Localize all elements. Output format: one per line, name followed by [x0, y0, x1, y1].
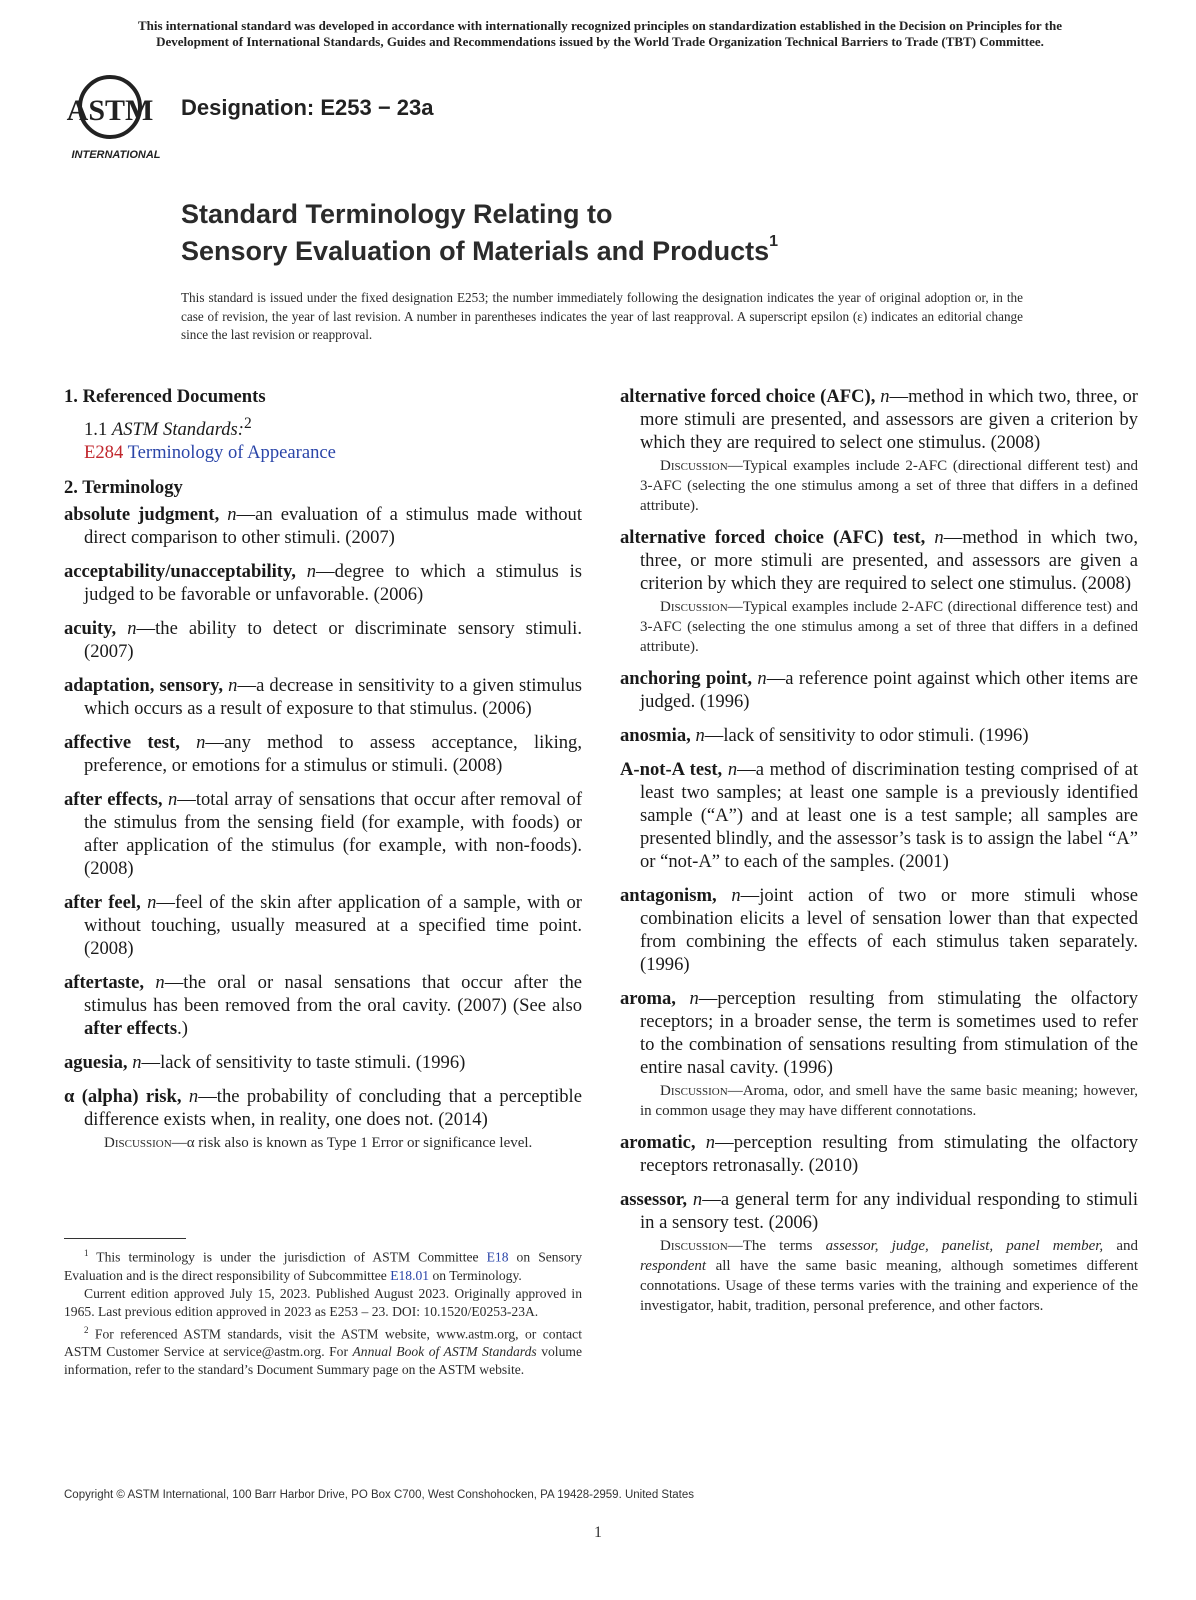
preface-paragraph: This standard is issued under the fixed designation E253; the number immediately following the designation indicates the year of original adoption or, in the case of revision, the year of last revision. A number in parentheses indicates the year of last reapproval. A superscript epsilon (ε) indicates an editorial change since the last revision or reapproval.	[181, 290, 1023, 342]
footnote-1-edition: Current edition approved July 15, 2023. Published August 2023. Originally approved in 1965. Last previous edition approved in 2023 as E253 – 23. DOI: 10.1520/E0253-23A.	[64, 1285, 582, 1319]
definition: —a decrease in sensitivity to a given stimulus which occurs as a result of exposure to that stimulus. (2006)	[84, 675, 582, 720]
page-number: 1	[594, 1524, 602, 1541]
ref-title-link[interactable]: Terminology of Appearance	[127, 442, 336, 464]
entry-aftertaste	[64, 971, 582, 1040]
part-of-speech: n	[731, 885, 741, 906]
astm-logo-graphic	[64, 70, 166, 162]
section-1-heading: 1. Referenced Documents	[64, 386, 266, 407]
designation: Designation: E253 − 23a	[181, 95, 434, 120]
term: aroma,	[620, 988, 676, 1009]
discussion-terms: assessor, judge, panelist, panel member,	[825, 1238, 1104, 1254]
discussion-text: —Aroma, odor, and smell have the same basic meaning; however, in common usage they may have different connotations.	[640, 1083, 1138, 1119]
definition: —method in which two, three, or more stimuli are presented, and assessors are given a criterion by which they are required to select one stimulus. (2008)	[640, 527, 1138, 594]
document-title	[181, 198, 1081, 267]
entry-after-feel	[64, 891, 582, 960]
discussion-label: Discussion	[660, 458, 728, 474]
footnotes	[64, 1244, 582, 1379]
part-of-speech: n	[689, 988, 699, 1009]
title-footnote-mark: 1	[769, 233, 779, 250]
term: adaptation, sensory,	[64, 675, 224, 697]
definition: —a general term for any individual responding to stimuli in a sensory test. (2006)	[640, 1189, 1138, 1233]
discussion-afc	[620, 456, 1138, 516]
entry-aromatic	[620, 1131, 1138, 1177]
part-of-speech: n	[155, 972, 165, 994]
definition: —lack of sensitivity to odor stimuli. (1996)	[704, 725, 1029, 746]
entry-afc	[620, 385, 1138, 454]
definition: —the probability of concluding that a perceptible difference exists when, in reality, one does not. (2014)	[84, 1086, 582, 1131]
entry-antagonism	[620, 884, 1138, 976]
discussion-text-b: all have the same basic meaning, although sometimes different connotations. Usage of these terms varies with the training and experience of the investigator, habit, tradition, personal preference, and other factors.	[640, 1258, 1138, 1314]
definition: —any method to assess acceptance, liking, preference, or emotions for a stimulus or stimuli. (2008)	[84, 732, 582, 777]
title-line-2-text: Sensory Evaluation of Materials and Products	[181, 236, 770, 266]
subsection-1-1	[64, 412, 582, 441]
part-of-speech: n	[188, 1086, 199, 1108]
definition: —method in which two, three, or more stimuli are presented, and assessors are given a criterion by which they are required to select one stimulus. (2008)	[640, 386, 1138, 453]
logo-letters: ASTM	[66, 94, 154, 127]
left-column	[64, 385, 582, 1163]
footnote-2-mark: 2	[84, 1324, 89, 1335]
part-of-speech: n	[306, 561, 317, 583]
entry-afc-test	[620, 526, 1138, 595]
part-of-speech: n	[228, 675, 238, 697]
standards-notice	[55, 18, 1145, 50]
term: A-not-A test,	[620, 759, 723, 780]
part-of-speech: n	[127, 618, 137, 640]
part-of-speech: n	[727, 759, 738, 780]
entry-assessor	[620, 1188, 1138, 1234]
discussion-text: —α risk also is known as Type 1 Error or significance level.	[171, 1135, 533, 1152]
footnote-2-text-a: For referenced ASTM standards, visit the ASTM website, www.astm.org, or contact ASTM Customer Service at service@astm.org. For	[64, 1326, 582, 1360]
discussion-text-a: —The terms	[727, 1238, 826, 1254]
definition: —lack of sensitivity to taste stimuli. (1996)	[141, 1052, 466, 1074]
definition: —the ability to detect or discriminate sensory stimuli. (2007)	[84, 618, 582, 663]
footnote-1-text-a: This terminology is under the jurisdiction of ASTM Committee	[88, 1249, 487, 1265]
definition-end: .)	[177, 1018, 188, 1040]
astm-logo	[64, 70, 166, 162]
definition: —a method of discrimination testing comprised of at least two samples; at least one sample is a previously identified sample (“A”) and at least one is a test sample; all samples are presented blindly, and the assessor’s task is to assign the label “A” or “not-A” to each of the samples. (2001)	[640, 759, 1138, 872]
discussion-alpha-risk	[64, 1133, 582, 1153]
ref-code[interactable]: E284	[84, 442, 124, 464]
part-of-speech: n	[167, 789, 178, 811]
discussion-text: —Typical examples include 2-AFC (directional different test) and 3-AFC (selecting the one stimulus among a set of three that differs in a defined attribute).	[640, 458, 1138, 514]
entry-acuity	[64, 617, 582, 663]
discussion-text: —Typical examples include 2-AFC (directional difference test) and 3-AFC (selecting the one stimulus among a set of three that differs in a defined attribute).	[640, 599, 1138, 655]
definition: —a reference point against which other items are judged. (1996)	[640, 668, 1138, 712]
link-e18[interactable]: E18	[486, 1249, 509, 1265]
term: alternative forced choice (AFC) test,	[620, 527, 926, 548]
term: aromatic,	[620, 1132, 696, 1153]
discussion-afc-test	[620, 597, 1138, 657]
reference-e284[interactable]	[64, 441, 582, 464]
part-of-speech: n	[705, 1132, 716, 1153]
definition: —perception resulting from stimulating the olfactory receptors retronasally. (2010)	[640, 1132, 1138, 1176]
discussion-aroma	[620, 1081, 1138, 1121]
term: alternative forced choice (AFC),	[620, 386, 876, 407]
part-of-speech: n	[147, 892, 157, 914]
part-of-speech: n	[196, 732, 206, 754]
notice-line-1: This international standard was developed in accordance with internationally recognized principles on standardization established in the Decision on Principles for the	[137, 18, 1062, 33]
entry-affective-test	[64, 731, 582, 777]
footnote-2	[64, 1321, 582, 1380]
footnote-2-text-b: volume information, refer to the standard’s Document Summary page on the ASTM website.	[64, 1344, 582, 1378]
entry-a-not-a-test	[620, 758, 1138, 873]
copyright-line: Copyright © ASTM International, 100 Barr Harbor Drive, PO Box C700, West Conshohocken, PA 19428-2959. United States	[64, 1489, 695, 1501]
term: affective test,	[64, 732, 180, 754]
definition: —total array of sensations that occur after removal of the stimulus from the sensing field (for example, with foods) or after application of the stimulus (for example, with non-foods). (2008)	[84, 789, 583, 880]
link-e18-01[interactable]: E18.01	[390, 1267, 430, 1283]
footnote-divider	[64, 1238, 186, 1239]
see-also-term: after effects	[84, 1018, 178, 1040]
term: absolute judgment,	[64, 504, 220, 526]
discussion-and: and	[1103, 1238, 1138, 1254]
definition: —perception resulting from stimulating the olfactory receptors; in a broader sense, the term is sometimes used to refer to the combination of sensations resulting from stimulation of the entire nasal cavity. (1996)	[640, 988, 1138, 1078]
title-line-2	[181, 230, 1081, 267]
discussion-assessor	[620, 1236, 1138, 1316]
entry-adaptation	[64, 674, 582, 720]
discussion-respondent: respondent	[640, 1258, 707, 1274]
discussion-label: Discussion	[104, 1135, 172, 1152]
entry-after-effects	[64, 788, 582, 880]
entry-aroma	[620, 987, 1138, 1079]
definition: —degree to which a stimulus is judged to be favorable or unfavorable. (2006)	[84, 561, 582, 606]
term: α (alpha) risk,	[64, 1086, 182, 1108]
entry-aguesia	[64, 1051, 582, 1074]
definition: —the oral or nasal sensations that occur after the stimulus has been removed from the oral cavity. (2007) (See also	[84, 972, 582, 1017]
part-of-speech: n	[692, 1189, 703, 1210]
definition: —joint action of two or more stimuli whose combination elicits a level of sensation lower than that expected from combining the effects of each stimulus taken separately. (1996)	[640, 885, 1138, 975]
entry-alpha-risk	[64, 1085, 582, 1131]
entry-absolute-judgment	[64, 503, 582, 549]
entry-anchoring-point	[620, 667, 1138, 713]
term: after feel,	[64, 892, 141, 914]
part-of-speech: n	[757, 668, 767, 689]
term: aftertaste,	[64, 972, 145, 994]
notice-line-2: Development of International Standards, Guides and Recommendations issued by the World Trade Organization Technical Barriers to Trade (TBT) Committee.	[156, 34, 1044, 49]
part-of-speech: n	[132, 1052, 142, 1074]
term: anosmia,	[620, 725, 691, 746]
footnote-1-text-b: on Sensory Evaluation and is the direct responsibility of Subcommittee	[64, 1249, 582, 1283]
part-of-speech: n	[880, 386, 890, 407]
footnote-1-mark: 1	[84, 1248, 89, 1258]
subsection-mark: 2	[243, 415, 252, 432]
logo-subtext: INTERNATIONAL	[71, 149, 161, 161]
footnote-1-text-c: on Terminology.	[429, 1267, 522, 1283]
term: acceptability/unacceptability,	[64, 561, 296, 583]
part-of-speech: n	[227, 504, 237, 526]
entry-acceptability	[64, 560, 582, 606]
subsection-number: 1.1	[84, 419, 108, 441]
term: antagonism,	[620, 885, 717, 906]
discussion-label: Discussion	[660, 1238, 728, 1254]
discussion-label: Discussion	[660, 599, 728, 615]
footnote-1	[64, 1244, 582, 1285]
section-2-heading: 2. Terminology	[64, 477, 183, 499]
title-line-1: Standard Terminology Relating to	[181, 199, 613, 229]
right-column	[620, 385, 1138, 1326]
term: anchoring point,	[620, 668, 752, 689]
term: assessor,	[620, 1189, 687, 1210]
definition: —an evaluation of a stimulus made without direct comparison to other stimuli. (2007)	[84, 504, 583, 549]
subsection-label: ASTM Standards:	[111, 419, 244, 441]
definition: —feel of the skin after application of a sample, with or without touching, usually measured at a specified time point. (2008)	[84, 892, 582, 960]
discussion-label: Discussion	[660, 1083, 728, 1099]
part-of-speech: n	[934, 527, 944, 548]
term: acuity,	[64, 618, 117, 640]
part-of-speech: n	[695, 725, 705, 746]
footnote-2-italic: Annual Book of ASTM Standards	[352, 1344, 537, 1360]
term: after effects,	[64, 789, 163, 811]
term: aguesia,	[64, 1052, 128, 1074]
entry-anosmia	[620, 724, 1138, 747]
